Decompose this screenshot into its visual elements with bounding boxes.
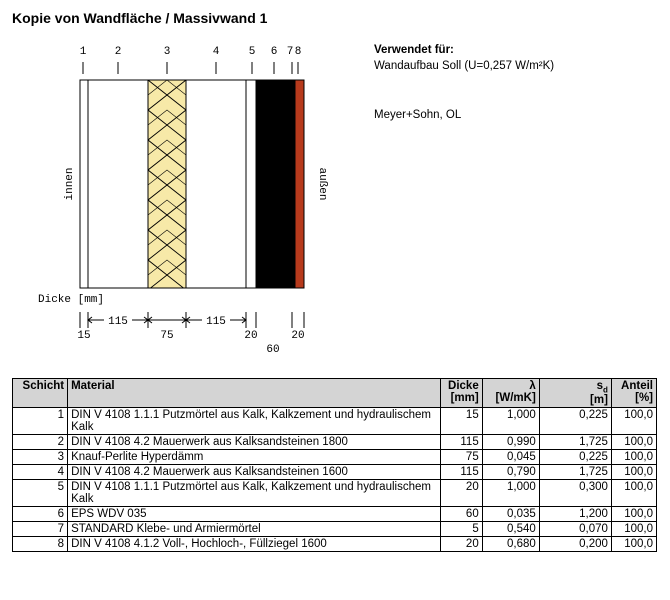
thickness-label: Dicke [mm]	[38, 294, 105, 306]
dim-label: 60	[266, 344, 280, 356]
dim-label: 20	[291, 330, 305, 342]
cell-lambda: 1,000	[482, 480, 539, 507]
table-row	[13, 450, 657, 465]
cell-material: DIN V 4108 4.2 Mauerwerk aus Kalksandsteinen 1600	[68, 465, 441, 480]
col-header-thickness: Dicke [mm]	[440, 379, 482, 408]
cell-layer: 6	[13, 507, 68, 522]
page-title: Kopie von Wandfläche / Massivwand 1	[12, 10, 268, 26]
layer-5-plaster	[246, 80, 256, 288]
cell-sd: 0,225	[539, 408, 611, 435]
used-for-value: Wandaufbau Soll (U=0,257 W/m²K)	[374, 60, 555, 72]
layer-ticks	[83, 62, 298, 74]
cell-sd: 0,225	[539, 450, 611, 465]
col-header-layer: Schicht	[13, 379, 68, 408]
used-for-label: Verwendet für:	[374, 44, 454, 56]
cell-material: DIN V 4108 1.1.1 Putzmörtel aus Kalk, Kalkzement und hydraulischem Kalk	[68, 480, 441, 507]
cell-lambda: 0,540	[482, 522, 539, 537]
cell-sd: 1,725	[539, 465, 611, 480]
cell-sd: 0,200	[539, 537, 611, 552]
cell-layer: 8	[13, 537, 68, 552]
layer-6-eps	[256, 80, 292, 288]
cell-layer: 4	[13, 465, 68, 480]
cell-thickness: 115	[440, 465, 482, 480]
dim-label: 115	[108, 316, 128, 328]
cell-lambda: 0,990	[482, 435, 539, 450]
table-row	[13, 537, 657, 552]
col-header-sd: $s_d$ [m]	[539, 379, 611, 408]
layer-table	[12, 378, 657, 552]
cell-share: 100,0	[611, 435, 656, 450]
layer-8-brick	[295, 80, 304, 288]
table-row	[13, 507, 657, 522]
cell-layer: 1	[13, 408, 68, 435]
cell-share: 100,0	[611, 450, 656, 465]
cell-sd: 1,200	[539, 507, 611, 522]
layer-number: 2	[114, 46, 122, 58]
cell-thickness: 20	[440, 537, 482, 552]
layer-number: 6	[270, 46, 278, 58]
dim-label: 15	[77, 330, 91, 342]
cell-lambda: 1,000	[482, 408, 539, 435]
cell-material: DIN V 4108 1.1.1 Putzmörtel aus Kalk, Kalkzement und hydraulischem Kalk	[68, 408, 441, 435]
table-row	[13, 522, 657, 537]
table-row	[13, 408, 657, 435]
cell-share: 100,0	[611, 465, 656, 480]
layer-number: 4	[212, 46, 220, 58]
table-row	[13, 435, 657, 450]
cell-material: EPS WDV 035	[68, 507, 441, 522]
cell-material: STANDARD Klebe- und Armiermörtel	[68, 522, 441, 537]
table-row	[13, 480, 657, 507]
cell-lambda: 0,680	[482, 537, 539, 552]
cell-sd: 0,070	[539, 522, 611, 537]
cell-sd: 1,725	[539, 435, 611, 450]
table-header-row	[13, 379, 657, 408]
cell-thickness: 60	[440, 507, 482, 522]
cell-share: 100,0	[611, 480, 656, 507]
layer-number: 5	[248, 46, 256, 58]
cell-thickness: 5	[440, 522, 482, 537]
layer-3-insulation	[148, 80, 186, 288]
table-row	[13, 465, 657, 480]
col-header-lambda: λ [W/mK]	[482, 379, 539, 408]
cell-layer: 7	[13, 522, 68, 537]
dim-label: 75	[160, 330, 174, 342]
cell-thickness: 75	[440, 450, 482, 465]
cell-layer: 2	[13, 435, 68, 450]
cell-share: 100,0	[611, 507, 656, 522]
cell-material: DIN V 4108 4.1.2 Voll-, Hochloch-, Füllziegel 1600	[68, 537, 441, 552]
layer-4-sandlime	[186, 80, 246, 288]
cell-layer: 3	[13, 450, 68, 465]
layer-number: 1	[79, 46, 87, 58]
cell-lambda: 0,035	[482, 507, 539, 522]
cell-share: 100,0	[611, 522, 656, 537]
cell-thickness: 15	[440, 408, 482, 435]
inside-label: innen	[64, 167, 76, 201]
cell-sd: 0,300	[539, 480, 611, 507]
cell-thickness: 20	[440, 480, 482, 507]
dim-label: 115	[206, 316, 226, 328]
cell-lambda: 0,790	[482, 465, 539, 480]
dim-label: 20	[244, 330, 258, 342]
layer-1-plaster	[80, 80, 88, 288]
cell-material: DIN V 4108 4.2 Mauerwerk aus Kalksandsteinen 1800	[68, 435, 441, 450]
cell-thickness: 115	[440, 435, 482, 450]
col-header-share: Anteil [%]	[611, 379, 656, 408]
layer-number: 3	[163, 46, 171, 58]
cell-layer: 5	[13, 480, 68, 507]
cell-share: 100,0	[611, 537, 656, 552]
cell-material: Knauf-Perlite Hyperdämm	[68, 450, 441, 465]
layer-number: 7	[286, 46, 294, 58]
author-label: Meyer+Sohn, OL	[374, 109, 462, 121]
cell-lambda: 0,045	[482, 450, 539, 465]
col-header-material: Material	[68, 379, 441, 408]
cell-share: 100,0	[611, 408, 656, 435]
layer-number: 8	[294, 46, 302, 58]
outside-label: außen	[316, 167, 328, 201]
layer-2-sandlime	[88, 80, 148, 288]
